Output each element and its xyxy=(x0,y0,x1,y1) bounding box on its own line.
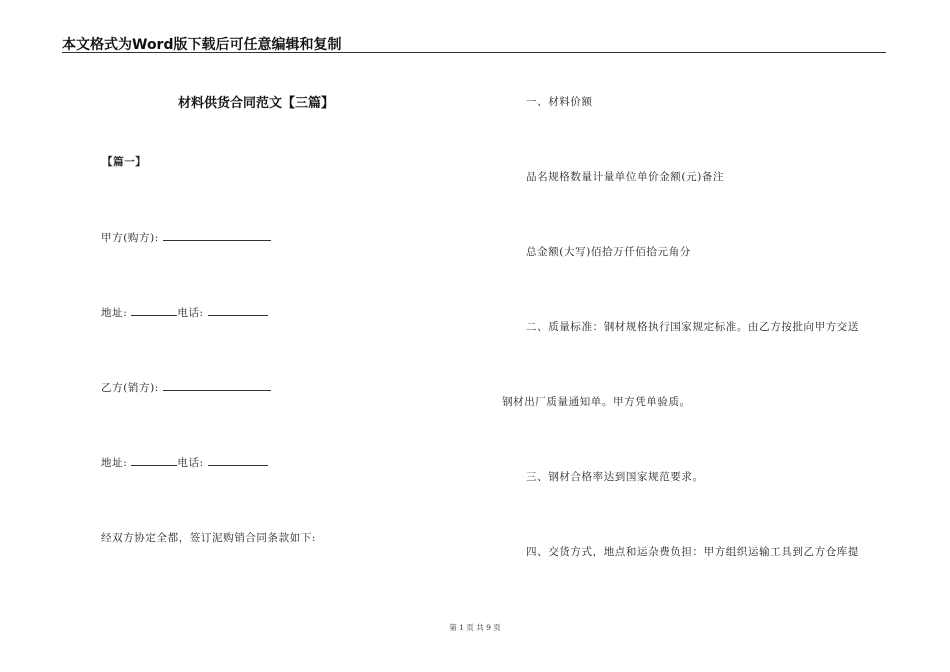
party-b-line xyxy=(101,380,271,395)
address-line-1 xyxy=(101,305,268,320)
section-label: 【篇一】 xyxy=(102,156,147,168)
item-4-text: 四、交货方式，地点和运杂费负担：甲方组织运输工具到乙方仓库提 xyxy=(526,546,859,558)
party-a-line xyxy=(101,230,271,245)
address-blank[interactable] xyxy=(131,305,177,316)
item-1-columns: 品名规格数量计量单位单价金额(元)备注 xyxy=(526,171,725,183)
address-blank[interactable] xyxy=(131,455,177,466)
document-title: 材料供货合同范文【三篇】 xyxy=(178,96,335,111)
address-label: 地址: xyxy=(101,457,128,469)
address-line-2 xyxy=(101,455,268,470)
total-amount-line: 总金额(大写)佰拾万仟佰拾元角分 xyxy=(526,246,691,258)
item-2-text: 二、质量标准：钢材规格执行国家规定标准。由乙方按批向甲方交送 xyxy=(526,321,859,333)
item-2-continuation: 钢材出厂质量通知单。甲方凭单验质。 xyxy=(502,396,691,408)
phone-blank[interactable] xyxy=(208,455,268,466)
party-a-blank[interactable] xyxy=(163,230,271,241)
phone-label: 电话: xyxy=(177,307,204,319)
header-divider xyxy=(62,52,886,53)
party-a-label: 甲方(购方): xyxy=(101,232,159,244)
item-1-heading: 一、材料价额 xyxy=(526,96,593,108)
address-label: 地址: xyxy=(101,307,128,319)
party-b-blank[interactable] xyxy=(163,380,271,391)
page-header: 本文格式为Word版下载后可任意编辑和复制 xyxy=(62,37,342,53)
phone-blank[interactable] xyxy=(208,305,268,316)
party-b-label: 乙方(销方): xyxy=(101,382,159,394)
item-3-text: 三、钢材合格率达到国家规范要求。 xyxy=(526,471,704,483)
page-number: 第 1 页 共 9 页 xyxy=(449,623,501,632)
agreement-text: 经双方协定全都，签订泥购销合同条款如下: xyxy=(101,532,317,544)
phone-label: 电话: xyxy=(177,457,204,469)
